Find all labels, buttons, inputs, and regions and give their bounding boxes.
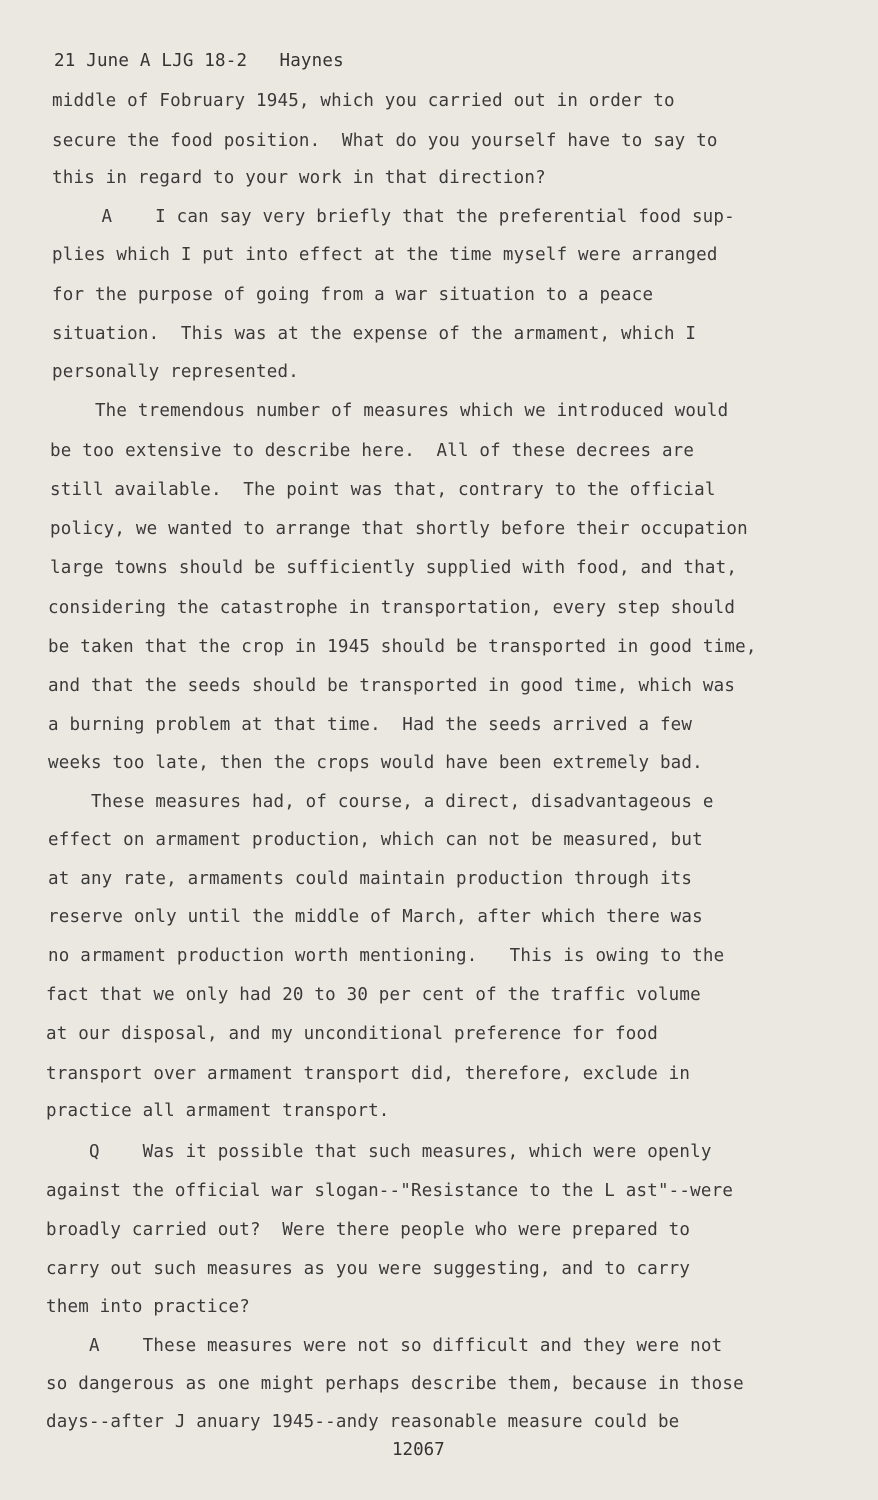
text-line: large towns should be sufficiently supplied with food, and that,: [50, 558, 738, 578]
page-header: 21 June A LJG 18-2 Haynes: [54, 51, 344, 71]
text-line: transport over armament transport did, therefore, exclude in: [46, 1064, 691, 1084]
text-line: weeks too late, then the crops would have been extremely bad.: [48, 753, 703, 773]
text-line: practice all armament transport.: [46, 1101, 390, 1121]
text-line: no armament production worth mentioning. This is owing to the: [48, 946, 725, 966]
text-line: secure the food position. What do you yourself have to say to: [52, 131, 718, 151]
text-line: at our disposal, and my unconditional preference for food: [46, 1024, 658, 1044]
text-line: The tremendous number of measures which we introduced would: [52, 401, 729, 421]
text-line: broadly carried out? Were there people who were prepared to: [46, 1220, 691, 1240]
text-line: A These measures were not so difficult and they were not: [46, 1336, 723, 1356]
text-line: personally represented.: [52, 362, 299, 382]
text-line: These measures had, of course, a direct, disadvantageous e: [48, 792, 714, 812]
text-line: A I can say very briefly that the preferential food sup-: [80, 207, 735, 227]
text-line: effect on armament production, which can not be measured, but: [48, 830, 703, 850]
text-line: still available. The point was that, contrary to the official: [50, 480, 716, 500]
page-number: 12067: [392, 1440, 445, 1460]
text-line: so dangerous as one might perhaps describe them, because in those: [46, 1374, 744, 1394]
text-line: them into practice?: [46, 1297, 250, 1317]
text-line: policy, we wanted to arrange that shortly before their occupation: [50, 519, 748, 539]
text-line: plies which I put into effect at the time myself were arranged: [52, 245, 718, 265]
text-line: for the purpose of going from a war situation to a peace: [52, 285, 654, 305]
text-line: days--after J anuary 1945--andy reasonable measure could be: [46, 1412, 680, 1432]
text-line: be taken that the crop in 1945 should be transported in good time,: [48, 637, 757, 657]
text-line: carry out such measures as you were suggesting, and to carry: [46, 1259, 691, 1279]
text-line: a burning problem at that time. Had the seeds arrived a few: [48, 715, 693, 735]
text-line: this in regard to your work in that direction?: [52, 168, 546, 188]
text-line: be too extensive to describe here. All of these decrees are: [50, 441, 695, 461]
text-line: and that the seeds should be transported in good time, which was: [48, 676, 736, 696]
text-line: against the official war slogan--"Resistance to the L ast"--were: [46, 1181, 734, 1201]
text-line: reserve only until the middle of March, after which there was: [48, 907, 703, 927]
text-line: Q Was it possible that such measures, which were openly: [46, 1142, 712, 1162]
text-line: fact that we only had 20 to 30 per cent of the traffic volume: [46, 985, 701, 1005]
text-line: at any rate, armaments could maintain production through its: [48, 869, 693, 889]
text-line: situation. This was at the expense of the armament, which I: [52, 324, 697, 344]
text-line: considering the catastrophe in transportation, every step should: [48, 598, 736, 618]
text-line: middle of Fobruary 1945, which you carried out in order to: [52, 91, 675, 111]
